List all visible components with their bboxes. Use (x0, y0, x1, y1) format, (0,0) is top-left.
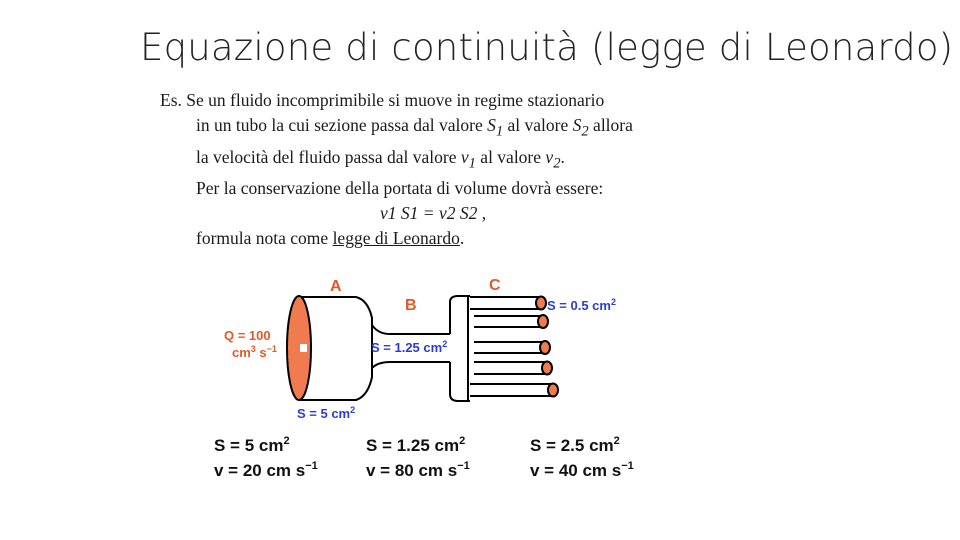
continuity-formula: v1 S1 = v2 S2 , (380, 203, 487, 223)
outlet-end-4 (542, 362, 552, 375)
text-line-4: Per la conservazione della portata di volume dovrà essere: (196, 178, 604, 198)
flow-rate-unit-cm: cm (232, 345, 251, 360)
section-c-area-sup: 2 (610, 297, 616, 307)
values-c-speed (530, 458, 634, 483)
values-b-speed-text: v = 80 cm s (366, 461, 458, 480)
symbol-v1-index: 1 (468, 155, 476, 171)
symbol-s2-index: 2 (581, 123, 589, 140)
values-c-area-text: S = 2.5 cm (530, 436, 614, 455)
outlet-tube-5 (470, 384, 552, 396)
text-line-2-d: al valore (503, 115, 573, 135)
values-a-area (214, 433, 318, 458)
flow-rate-unit-s: s (255, 345, 267, 360)
flow-rate-label-2 (232, 344, 277, 360)
values-b-area-text: S = 1.25 cm (366, 436, 460, 455)
flow-rate-unit-inv: −1 (266, 344, 277, 354)
symbol-s2-base: S (572, 115, 582, 135)
section-b-area-sup: 2 (442, 339, 448, 349)
text-line-2-a: in un tubo la cui sezione passa dal valore (196, 115, 488, 135)
symbol-v1-base: v (460, 146, 469, 167)
values-a-area-sup: 2 (283, 435, 290, 447)
symbol-v2-base: v (545, 146, 554, 167)
text-line-2-g: allora (588, 115, 633, 135)
outlet-end-3 (540, 341, 550, 354)
values-a-speed (214, 458, 318, 483)
outlet-tube-3 (474, 342, 544, 353)
outlet-tube-4 (474, 362, 546, 374)
label-b: B (405, 297, 417, 314)
values-a-area-text: S = 5 cm (214, 436, 284, 455)
section-a-area-text: S = 5 cm (297, 406, 351, 421)
flow-rate-unit-cube: 3 (250, 344, 256, 354)
values-col-a (214, 433, 318, 483)
cylinder-a-inlet-ellipse (287, 296, 311, 400)
outlet-end-2 (538, 315, 548, 328)
section-a-area-sup: 2 (350, 405, 356, 415)
flow-rate-label-1: Q = 100 (224, 328, 271, 343)
text-line-3-g: . (560, 146, 565, 167)
values-b-area (366, 433, 470, 458)
section-c-area (547, 297, 616, 313)
outlet-tube-1 (470, 297, 540, 309)
outlet-end-5 (548, 384, 558, 397)
text-line-1: Es. Se un fluido incomprimibile si muove in regime stazionario (160, 90, 605, 110)
symbol-s1-base: S (487, 115, 496, 135)
outlet-tube-2 (474, 316, 542, 327)
symbol-v2-index: 2 (553, 155, 561, 171)
text-line-3-d: al valore (475, 146, 546, 167)
values-a-speed-text: v = 20 cm s (214, 461, 306, 480)
values-b-speed-sup: −1 (457, 460, 470, 472)
symbol-s1-index: 1 (495, 123, 504, 140)
slide-title: Equazione di continuità (legge di Leonardo) (140, 26, 954, 69)
values-b-area-sup: 2 (459, 435, 466, 447)
outlet-end-1 (536, 297, 546, 310)
leonardo-law-link: legge di Leonardo (332, 228, 460, 248)
values-b-speed (366, 458, 470, 483)
text-line-6-c: . (459, 228, 465, 248)
values-c-area (530, 433, 634, 458)
section-b-area-text: S = 1.25 cm (371, 340, 443, 355)
values-c-speed-sup: −1 (621, 460, 634, 472)
label-c: C (489, 277, 501, 294)
values-col-c (530, 433, 634, 483)
section-a-area (297, 405, 355, 421)
section-c-area-text: S = 0.5 cm (547, 298, 611, 313)
text-line-3-a: la velocità del fluido passa dal valore (196, 146, 461, 167)
values-a-speed-sup: −1 (305, 460, 318, 472)
values-c-speed-text: v = 40 cm s (530, 461, 622, 480)
values-c-area-sup: 2 (613, 435, 620, 447)
text-line-6-a: formula nota come (196, 228, 333, 248)
values-col-b (366, 433, 470, 483)
label-a: A (330, 278, 342, 295)
flow-marker (300, 344, 307, 352)
section-b-area (371, 339, 447, 355)
